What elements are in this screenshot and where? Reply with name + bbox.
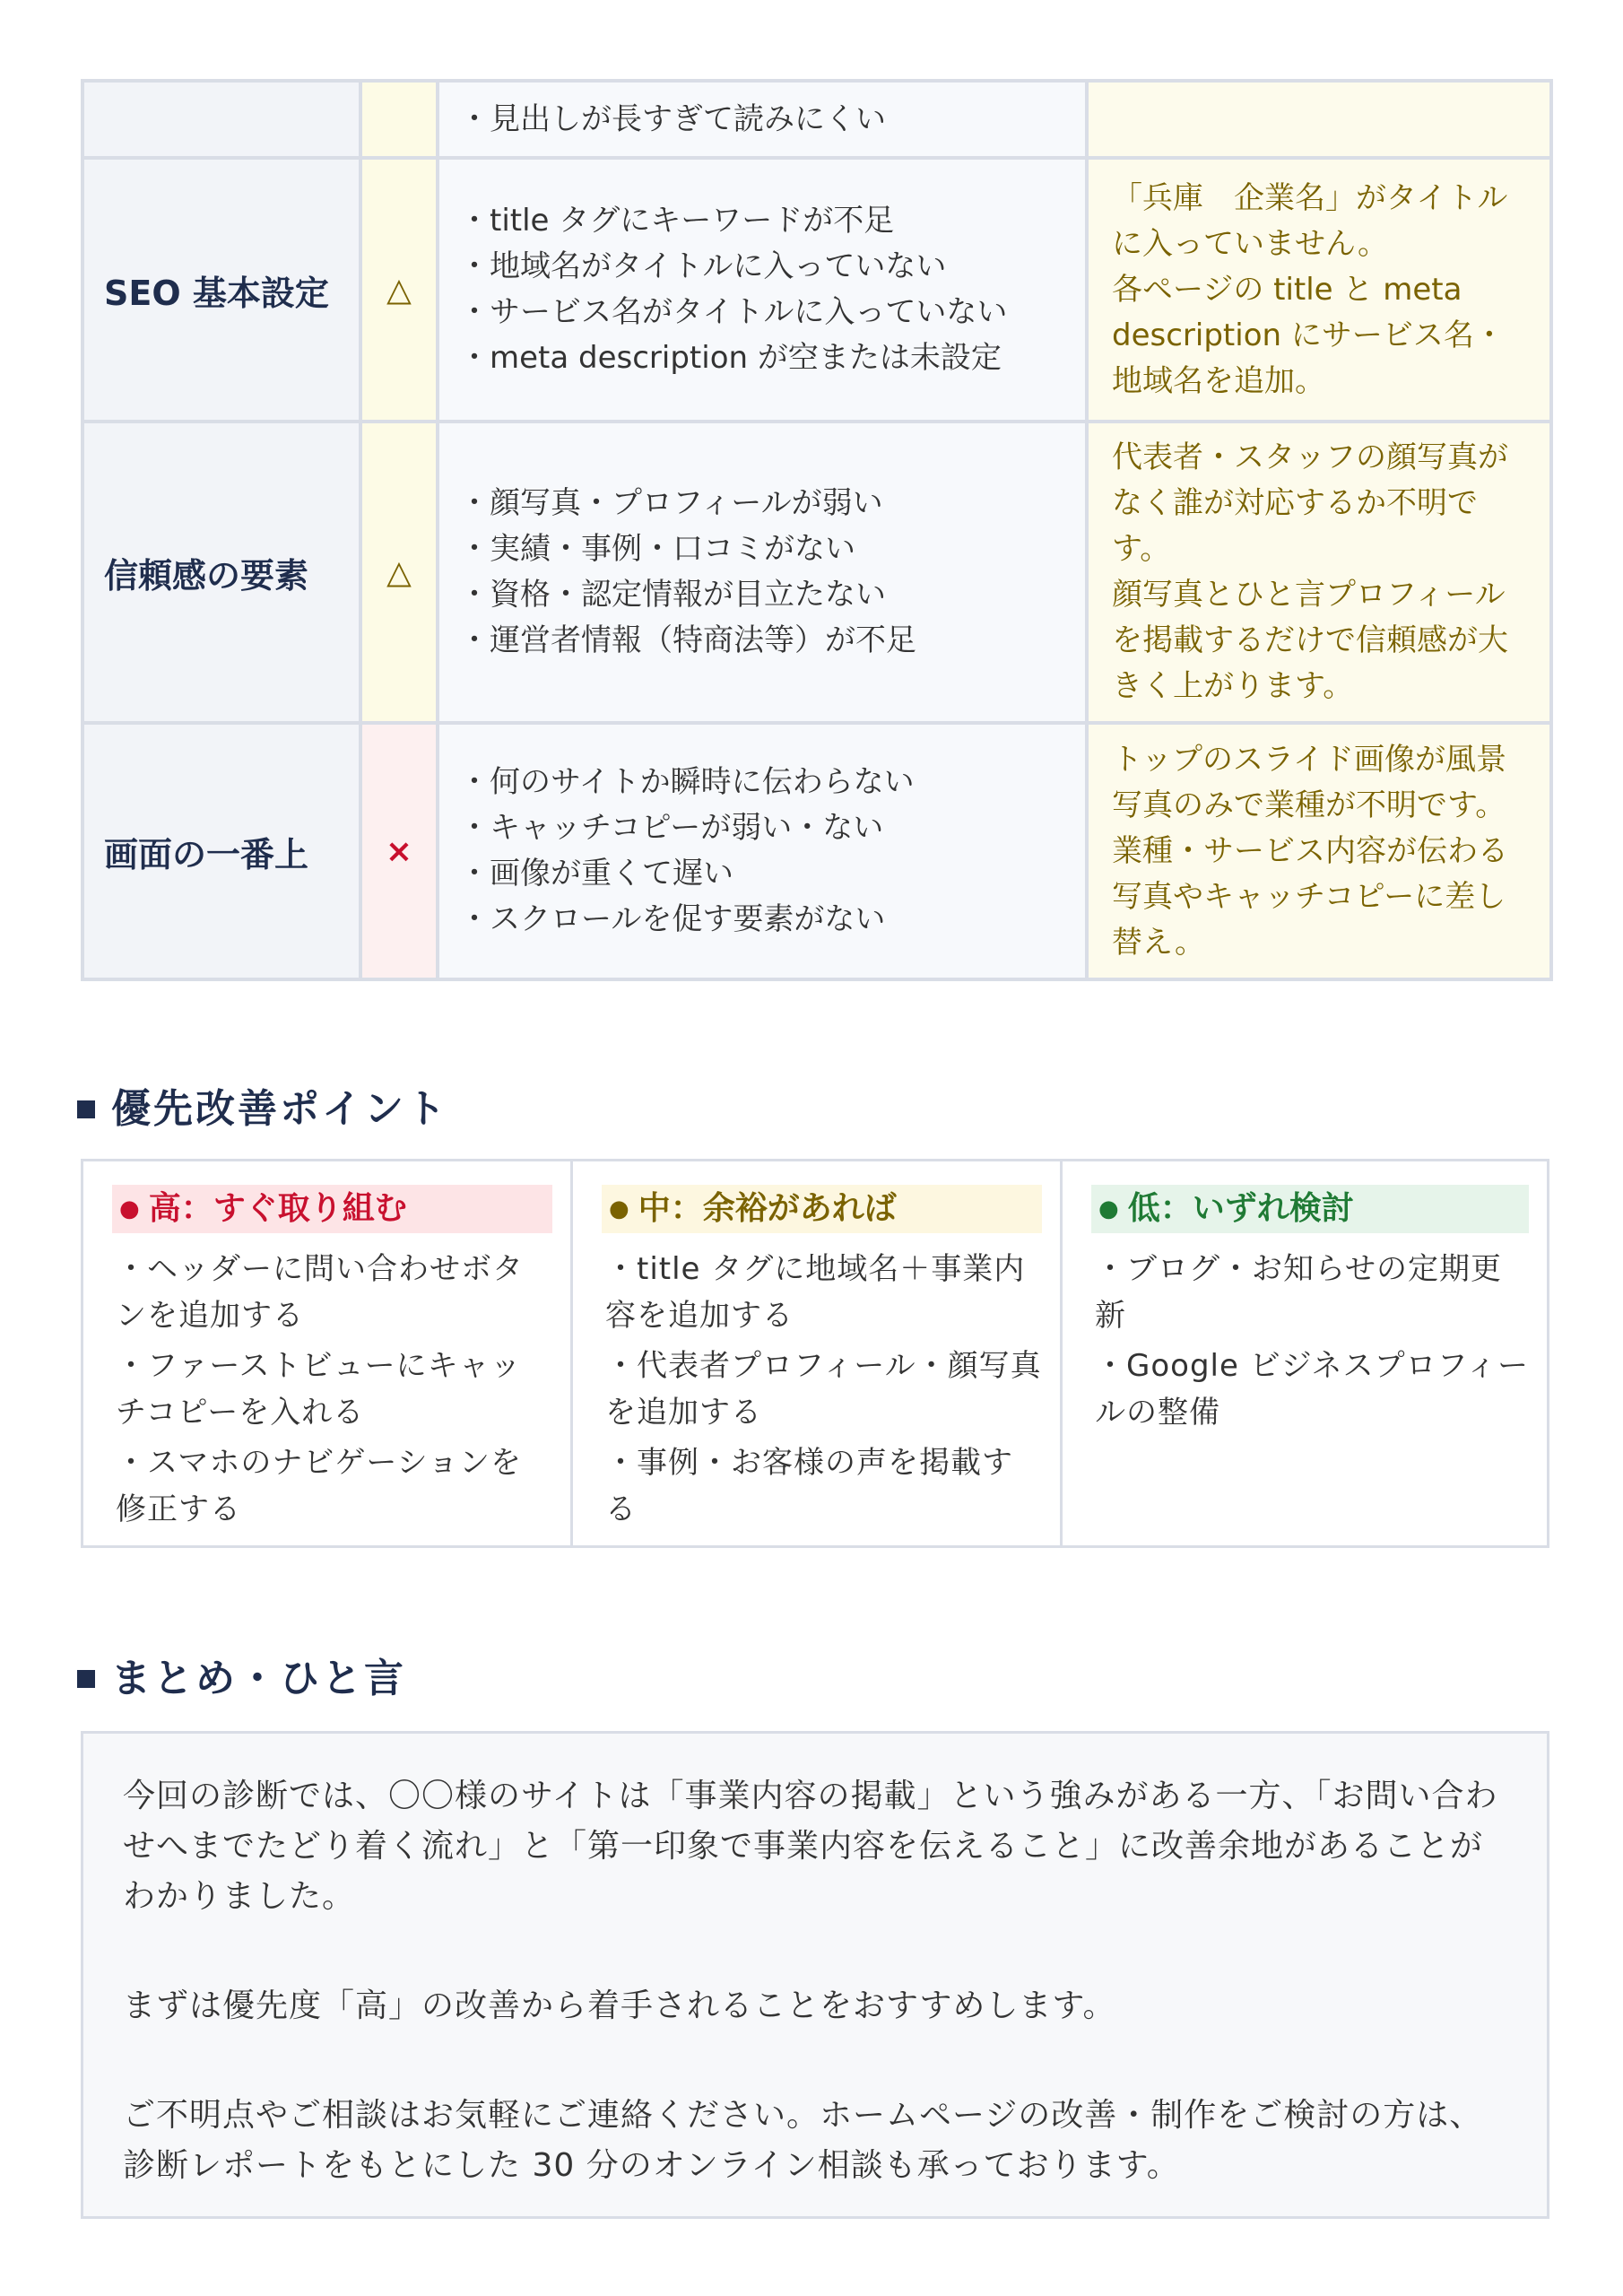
priority-label-low (1091, 1185, 1529, 1233)
comment-line: トップのスライド画像が風景写真のみで業種が不明です。 (1112, 741, 1506, 823)
summary-paragraph: まずは優先度「高」の改善から着手されることをおすすめします。 (123, 1987, 1116, 2024)
summary-heading-text: まとめ・ひと言 (111, 1656, 406, 1701)
comment-cell (1087, 723, 1551, 979)
summary-box (81, 1731, 1549, 2219)
summary-heading (77, 1646, 406, 1703)
comment-line: 各ページの title と meta description にサービス名・地域名を追加。 (1112, 271, 1505, 399)
priority-column-mid (570, 1161, 1060, 1545)
issue-item: ・見出しが長すぎて読みにくい (459, 100, 886, 137)
issue-item: ・資格・認定情報が目立たない (459, 577, 886, 613)
issues-cell (438, 81, 1087, 158)
issue-item: ・キャッチコピーが弱い・ない (459, 810, 884, 846)
row-item-label (82, 81, 360, 158)
row-item-label: SEO 基本設定 (82, 158, 360, 422)
table-row (82, 158, 1551, 422)
issue-item: ・title タグにキーワードが不足 (459, 203, 895, 239)
priority-label-mid (602, 1185, 1042, 1233)
square-bullet-icon (77, 1100, 95, 1118)
comment-cell (1087, 158, 1551, 422)
list-item: ・ヘッダーに問い合わせボタンを追加する (116, 1251, 524, 1334)
list-item: ・代表者プロフィール・顔写真を追加する (605, 1348, 1042, 1431)
priority-label-text: 低：いずれ検討 (1127, 1190, 1354, 1227)
status-mark (360, 81, 438, 158)
dot-icon: ● (609, 1196, 629, 1222)
priority-heading-text: 優先改善ポイント (111, 1086, 448, 1132)
issue-item: ・顔写真・プロフィールが弱い (459, 485, 883, 521)
issues-cell (438, 422, 1087, 723)
status-mark: △ (360, 422, 438, 723)
list-item: ・ファーストビューにキャッチコピーを入れる (116, 1348, 522, 1431)
comment-line: 業種・サービス内容が伝わる写真やキャッチコピーに差し替え。 (1112, 832, 1508, 961)
issue-item: ・地域名がタイトルに入っていない (459, 248, 947, 284)
dot-icon: ● (119, 1196, 140, 1222)
issue-item: ・meta description が空または未設定 (459, 340, 1002, 376)
list-item: ・スマホのナビゲーションを修正する (116, 1445, 522, 1527)
comment-line: 顔写真とひと言プロフィールを掲載するだけで信頼感が大きく上がります。 (1112, 577, 1508, 704)
summary-paragraph: ご不明点やご相談はお気軽にご連絡ください。ホームページの改善・制作をご検討の方は、診断レポートをもとにした 30 分のオンライン相談も承っております。 (123, 2097, 1483, 2184)
priority-heading (77, 1076, 448, 1134)
list-item: ・ブログ・お知らせの定期更新 (1095, 1251, 1502, 1334)
priority-label-high (112, 1185, 552, 1233)
issue-item: ・何のサイトか瞬時に伝わらない (459, 764, 915, 800)
issue-item: ・実績・事例・口コミがない (459, 531, 855, 567)
priority-panel (81, 1159, 1549, 1548)
issue-item: ・運営者情報（特商法等）が不足 (459, 622, 916, 658)
comment-cell (1087, 422, 1551, 723)
row-item-label: 信頼感の要素 (82, 422, 360, 723)
comment-line: 代表者・スタッフの顔写真がなく誰が対応するか不明です。 (1112, 439, 1508, 567)
status-mark: × (360, 723, 438, 979)
issues-cell (438, 158, 1087, 422)
priority-label-text: 中：余裕があれば (638, 1190, 897, 1227)
dot-icon: ● (1098, 1196, 1119, 1222)
priority-column-low (1060, 1161, 1547, 1545)
table-row (82, 723, 1551, 979)
issue-item: ・スクロールを促す要素がない (459, 901, 886, 937)
square-bullet-icon (77, 1670, 95, 1688)
issue-item: ・画像が重くて遅い (459, 856, 733, 891)
priority-column-high (83, 1161, 570, 1545)
issue-item: ・サービス名がタイトルに入っていない (459, 294, 1008, 330)
table-row (82, 81, 1551, 158)
list-item: ・事例・お客様の声を掲載する (605, 1445, 1013, 1527)
status-mark: △ (360, 158, 438, 422)
summary-paragraph: 今回の診断では、〇〇様のサイトは「事業内容の掲載」という強みがある一方、「お問い合わせへまでたどり着く流れ」と「第一印象で事業内容を伝えること」に改善余地があることがわかりました。 (123, 1778, 1498, 1915)
comment-cell (1087, 81, 1551, 158)
list-item: ・title タグに地域名＋事業内容を追加する (605, 1251, 1026, 1334)
comment-line: 「兵庫 企業名」がタイトルに入っていません。 (1112, 179, 1508, 262)
issues-cell (438, 723, 1087, 979)
diagnosis-table (81, 79, 1553, 981)
list-item: ・Google ビジネスプロフィールの整備 (1095, 1348, 1529, 1431)
row-item-label: 画面の一番上 (82, 723, 360, 979)
table-row (82, 422, 1551, 723)
priority-label-text: 高：すぐ取り組む (148, 1190, 407, 1227)
